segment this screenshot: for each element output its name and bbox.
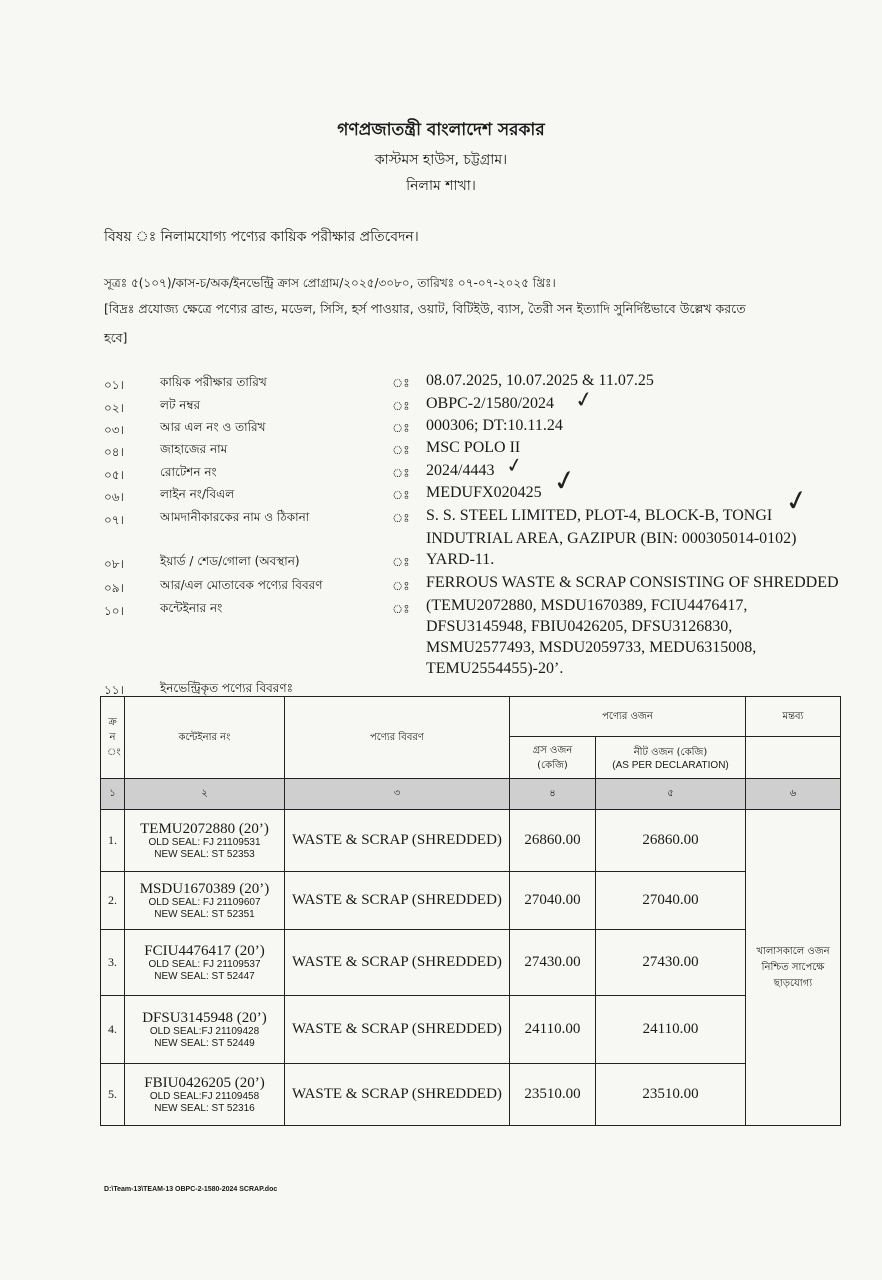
old-seal: OLD SEAL:FJ 21109428 [149, 1025, 260, 1037]
old-seal: OLD SEAL: FJ 21109607 [148, 896, 261, 908]
field-value: YARD-11. [426, 551, 495, 568]
subject-line: বিষয় ঃ নিলামযোগ্য পণ্যের কায়িক পরীক্ষার প্রতিবেদন। [104, 229, 419, 245]
field-value: MSC POLO II [426, 439, 521, 456]
field-value: OBPC-2/1580/2024 [426, 395, 555, 412]
field-label: আর এল নং ও তারিখ [160, 420, 266, 434]
field-separator: ঃ [392, 555, 410, 569]
container-header: কন্টেইনার নং [125, 697, 285, 779]
section-name: নিলাম শাখা। [406, 178, 476, 194]
container-number: MSDU1670389 (20’) [139, 880, 270, 897]
container-number: TEMU2072880 (20’) [140, 820, 269, 837]
field-number: ০২। [104, 401, 124, 415]
table-row [101, 872, 841, 930]
old-seal: OLD SEAL:FJ 21109458 [149, 1090, 260, 1102]
container-number: DFSU3145948 (20’) [142, 1009, 267, 1026]
field-value-continued: MSMU2577493, MSDU2059733, MEDU6315008, [426, 639, 757, 656]
container-number: FCIU4476417 (20’) [144, 942, 265, 959]
new-seal: NEW SEAL: ST 52316 [154, 1102, 255, 1114]
row-serial: 4. [101, 996, 125, 1064]
new-seal: NEW SEAL: ST 52447 [154, 970, 255, 982]
field-number: ০৫। [104, 468, 124, 482]
row-serial: 5. [101, 1064, 125, 1126]
column-number: ৬ [746, 779, 841, 810]
field-number: ০৬। [104, 490, 124, 504]
field-separator: ঃ [392, 579, 410, 593]
column-number: ১ [101, 779, 125, 810]
row-serial: 1. [101, 810, 125, 872]
field-number: ১০। [104, 604, 124, 618]
old-seal: OLD SEAL: FJ 21109531 [148, 836, 261, 848]
item-description: WASTE & SCRAP (SHREDDED) [285, 1064, 510, 1126]
handwritten-check-icon: ✓ [504, 451, 525, 479]
field-label: আমদানীকারকের নাম ও ঠিকানা [160, 510, 310, 524]
column-number: ৫ [596, 779, 746, 810]
field-label: জাহাজের নাম [160, 442, 228, 456]
gross-weight: 23510.00 [510, 1064, 596, 1126]
field-value-continued: INDUTRIAL AREA, GAZIPUR (BIN: 000305014-0102) [426, 530, 797, 547]
net-weight: 26860.00 [596, 810, 746, 872]
column-number: ৪ [510, 779, 596, 810]
government-title: গণপ্রজাতন্ত্রী বাংলাদেশ সরকার [337, 120, 545, 140]
container-cell [125, 872, 285, 930]
field-separator: ঃ [392, 399, 410, 413]
column-number: ২ [125, 779, 285, 810]
new-seal: NEW SEAL: ST 52353 [154, 848, 255, 860]
net-weight: 27040.00 [596, 872, 746, 930]
item-description: WASTE & SCRAP (SHREDDED) [285, 996, 510, 1064]
inventory-heading: ইনভেন্ট্রিকৃত পণ্যের বিবরণঃ [160, 681, 294, 695]
gross-weight: 26860.00 [510, 810, 596, 872]
handwritten-check-icon: ✓ [549, 461, 580, 500]
field-value: S. S. STEEL LIMITED, PLOT-4, BLOCK-B, TONGI [426, 507, 773, 524]
net-weight: 27430.00 [596, 930, 746, 996]
remarks-header-blank [746, 737, 841, 779]
column-number-row [101, 779, 841, 810]
item-description: WASTE & SCRAP (SHREDDED) [285, 810, 510, 872]
note-line-1: [বিদ্রঃ প্রযোজ্য ক্ষেত্রে পণ্যের ব্রান্ড, মডেল, সিসি, হর্স পাওয়ার, ওয়াট, বিটিইউ, ব্যাস, তৈরী সন ইত্যাদি সুনির্দিষ্টভাবে উল্লেখ করতে [104, 301, 746, 316]
column-number: ৩ [285, 779, 510, 810]
inventory-table [100, 696, 841, 1126]
field-number: ০৯। [104, 581, 124, 595]
inventory-number: ১১। [104, 683, 124, 697]
net-weight: 24110.00 [596, 996, 746, 1064]
container-cell [125, 930, 285, 996]
field-value-continued: TEMU2554455)-20’. [426, 660, 564, 677]
field-label: কন্টেইনার নং [160, 601, 223, 615]
field-value: 000306; DT:10.11.24 [426, 417, 563, 434]
field-value-continued: DFSU3145948, FBIU0426205, DFSU3126830, [426, 618, 733, 635]
field-separator: ঃ [392, 443, 410, 457]
field-label: কায়িক পরীক্ষার তারিখ [160, 375, 267, 389]
field-value: (TEMU2072880, MSDU1670389, FCIU4476417, [426, 597, 748, 614]
field-separator: ঃ [392, 466, 410, 480]
new-seal: NEW SEAL: ST 52351 [154, 908, 255, 920]
serial-header: ক্র ন ং [101, 697, 125, 779]
table-row [101, 996, 841, 1064]
note-line-2: হবে] [104, 330, 128, 345]
reference-line: সূত্রঃ ৫(১০৭)/কাস-চ/অক/ইনভেন্ট্রি ক্রাস প্রোগ্রাম/২০২৫/৩০৮০, তারিখঃ ০৭-০৭-২০২৫ খ্রিঃ। [104, 276, 556, 290]
table-row [101, 1064, 841, 1126]
container-cell [125, 810, 285, 872]
table-row [101, 930, 841, 996]
field-number: ০৩। [104, 423, 124, 437]
row-serial: 2. [101, 872, 125, 930]
net-weight-header: নীট ওজন (কেজি) [633, 746, 708, 758]
gross-weight-header: গ্রস ওজন (কেজি) [510, 737, 596, 779]
new-seal: NEW SEAL: ST 52449 [154, 1037, 255, 1049]
field-value: 08.07.2025, 10.07.2025 & 11.07.25 [426, 372, 654, 389]
field-separator: ঃ [392, 421, 410, 435]
net-weight-subheader: (AS PER DECLARATION) [612, 759, 729, 771]
field-separator: ঃ [392, 602, 410, 616]
field-value: MEDUFX020425 [426, 484, 542, 501]
file-path-footer: D:\Team-13\TEAM-13 OBPC-2-1580-2024 SCRAP.doc [104, 1186, 278, 1193]
field-label: রোটেশন নং [160, 465, 217, 479]
handwritten-check-icon: ✓ [572, 386, 596, 415]
field-separator: ঃ [392, 511, 410, 525]
gross-weight: 24110.00 [510, 996, 596, 1064]
gross-weight: 27430.00 [510, 930, 596, 996]
field-label: লাইন নং/বিএল [160, 487, 235, 501]
container-number: FBIU0426205 (20’) [144, 1074, 265, 1091]
field-value: FERROUS WASTE & SCRAP CONSISTING OF SHREDDED [426, 574, 839, 591]
container-cell [125, 996, 285, 1064]
field-label: ইয়ার্ড / শেড/গোলা (অবস্থান) [160, 554, 300, 568]
item-description: WASTE & SCRAP (SHREDDED) [285, 930, 510, 996]
field-number: ০৮। [104, 557, 124, 571]
old-seal: OLD SEAL: FJ 21109537 [148, 958, 261, 970]
field-value: 2024/4443 [426, 462, 495, 479]
container-cell [125, 1064, 285, 1126]
row-serial: 3. [101, 930, 125, 996]
net-weight: 23510.00 [596, 1064, 746, 1126]
field-number: ০১। [104, 378, 124, 392]
remarks-cell: খালাসকালে ওজন নিশ্চিত সাপেক্ষে ছাড়যোগ্য [746, 810, 841, 1126]
field-number: ০৭। [104, 513, 124, 527]
office-name: কাস্টমস হাউস, চট্টগ্রাম। [374, 152, 508, 168]
field-label: লট নম্বর [160, 398, 201, 412]
weight-header: পণ্যের ওজন [510, 697, 746, 737]
field-separator: ঃ [392, 488, 410, 502]
net-weight-header-cell [596, 737, 746, 779]
table-row [101, 810, 841, 872]
field-separator: ঃ [392, 376, 410, 390]
handwritten-check-icon: ✓ [781, 481, 812, 520]
field-label: আর/এল মোতাবেক পণ্যের বিবরণ [160, 578, 323, 592]
field-number: ০৪। [104, 445, 124, 459]
item-description: WASTE & SCRAP (SHREDDED) [285, 872, 510, 930]
remarks-header: মন্তব্য [746, 697, 841, 737]
gross-weight: 27040.00 [510, 872, 596, 930]
description-header: পণ্যের বিবরণ [285, 697, 510, 779]
